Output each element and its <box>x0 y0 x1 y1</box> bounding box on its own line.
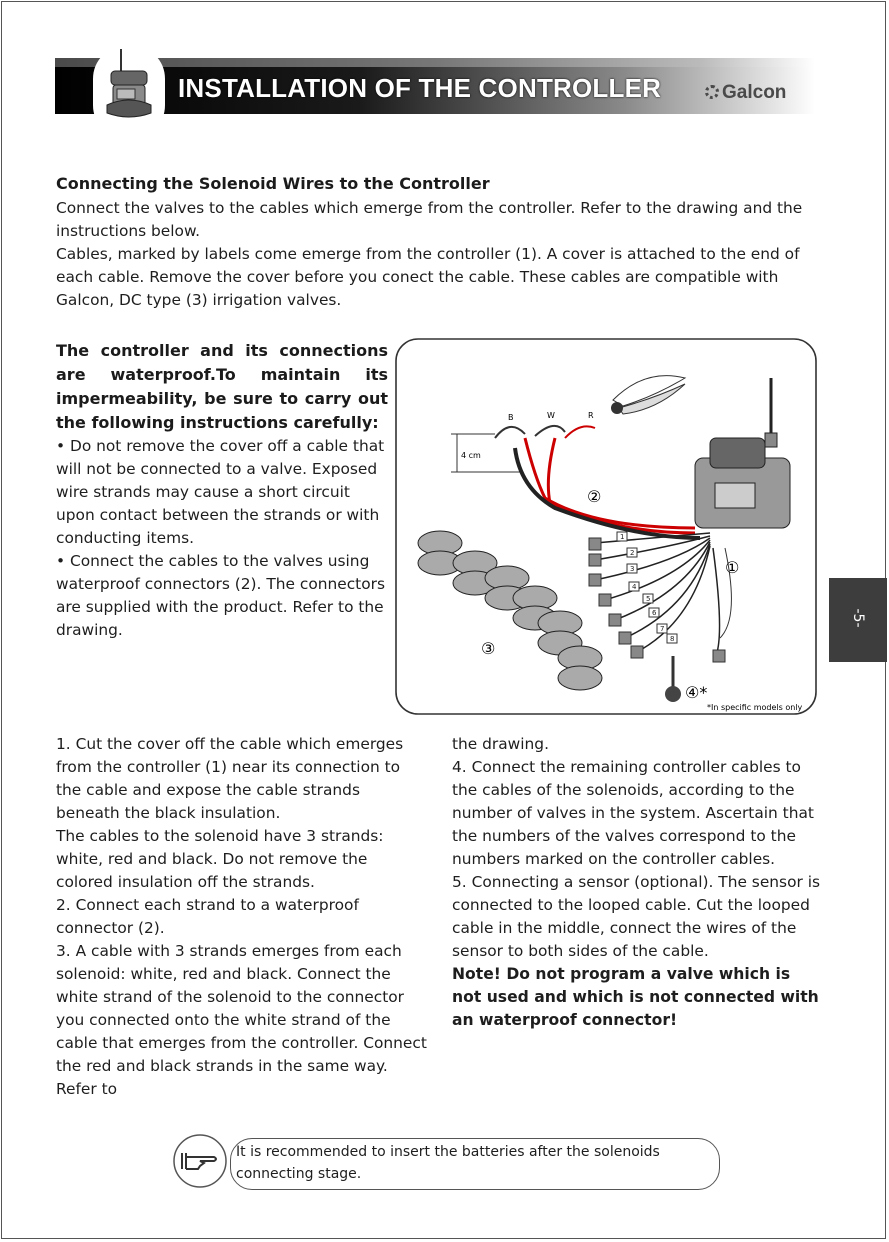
callout-4: ④* <box>685 683 708 702</box>
dimension-label: 4 cm <box>461 451 481 460</box>
step-3-continued: the drawing. <box>452 735 549 753</box>
callout-1: ① <box>725 558 740 577</box>
callout-3: ③ <box>481 639 496 658</box>
wire-r-label: R <box>588 411 594 420</box>
pointing-hand-icon <box>170 1133 230 1189</box>
intro-paragraph-2: Cables, marked by labels come emerge from the controller (1). A cover is attached to the end of each cable. Remove the cover before you conect the cable. These cables are compatible with Galcon, DC type (3) irrigation valves. <box>56 245 800 309</box>
drawing-footnote: *In specific models only <box>707 703 803 712</box>
cable-number-6: 6 <box>652 609 657 617</box>
intro-text <box>56 197 818 312</box>
brand-logo <box>705 82 786 104</box>
step-5: 5. Connecting a sensor (optional). The sensor is connected to the looped cable. Cut the looped cable in the middle, connect the wires of the sensor to both sides of the cable. <box>452 873 820 960</box>
step-1: 1. Cut the cover off the cable which emerges from the controller (1) near its connection to the cable and expose the cable strands beneath the black insulation. <box>56 735 404 822</box>
controller-icon <box>95 47 163 137</box>
warning-column <box>56 339 388 642</box>
cable-number-3: 3 <box>630 565 635 573</box>
wire-b-label: B <box>508 413 514 422</box>
step-4: 4. Connect the remaining controller cables to the cables of the solenoids, according to the number of valves in the system. Ascertain that the numbers of the valves correspond to the numbers marked on the controller cables. <box>452 758 814 868</box>
warning-heading: The controller and its connections are waterproof.To maintain its impermeability, be sure to carry out the following instructions carefully: <box>56 341 388 432</box>
page-title: INSTALLATION OF THE CONTROLLER <box>178 73 662 103</box>
steps-right-column <box>452 733 822 1032</box>
brand-name: Galcon <box>722 82 787 103</box>
cable-number-7: 7 <box>660 625 665 633</box>
wiring-drawing <box>395 338 817 715</box>
page-number: -5- <box>850 608 866 628</box>
tip-text: It is recommended to insert the batteries after the solenoids connecting stage. <box>236 1144 660 1182</box>
galcon-logo-icon <box>705 85 719 99</box>
warning-bullet-1: • Do not remove the cover off a cable that will not be connected to a valve. Exposed wire strands may cause a short circuit upon contact between the strands or with conducting items. <box>56 437 385 547</box>
page-number-tab <box>829 578 887 662</box>
cable-number-5: 5 <box>646 595 651 603</box>
cable-number-1: 1 <box>620 533 625 541</box>
steps-left-column <box>56 733 428 1101</box>
wire-w-label: W <box>547 411 555 420</box>
step-2: 2. Connect each strand to a waterproof connector (2). <box>56 896 359 937</box>
cable-number-2: 2 <box>630 549 635 557</box>
cable-number-8: 8 <box>670 635 675 643</box>
section-title: Connecting the Solenoid Wires to the Controller <box>56 174 490 193</box>
header-badge <box>93 45 165 139</box>
callout-2: ② <box>587 487 602 506</box>
cable-number-4: 4 <box>632 583 637 591</box>
step-1-detail: The cables to the solenoid have 3 strands: white, red and black. Do not remove the colored insulation off the strands. <box>56 827 384 891</box>
warning-bullet-2: • Connect the cables to the valves using waterproof connectors (2). The connectors are supplied with the product. Refer to the drawing. <box>56 552 385 639</box>
step-3: 3. A cable with 3 strands emerges from each solenoid: white, red and black. Connect the white strand of the solenoid to the connector you connected onto the white strand of the cable that emerges from the controller. Connect the red and black strands in the same way. Refer to <box>56 942 427 1098</box>
intro-paragraph-1: Connect the valves to the cables which emerge from the controller. Refer to the drawing and the instructions below. <box>56 199 803 240</box>
note-warning: Note! Do not program a valve which is not used and which is not connected with an waterproof connector! <box>452 965 819 1029</box>
